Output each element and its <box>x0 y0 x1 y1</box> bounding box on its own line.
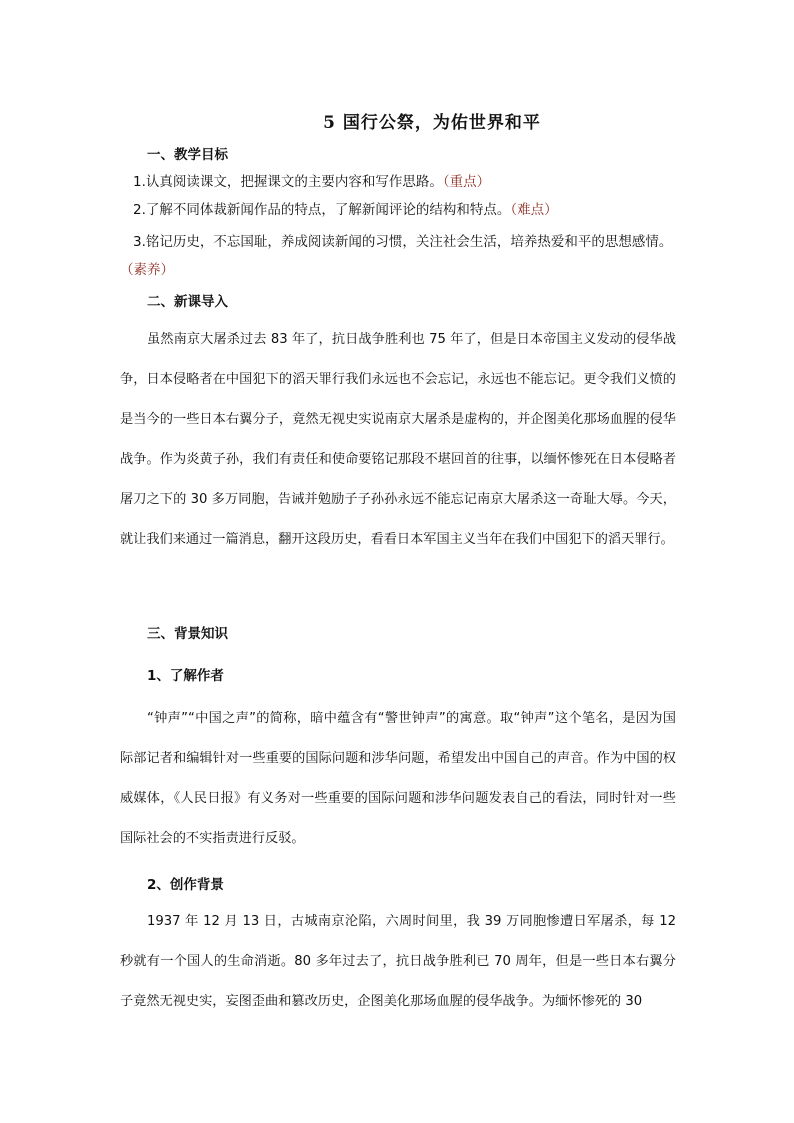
objective-1-text: 1.认真阅读课文，把握课文的主要内容和写作思路。 <box>133 174 443 190</box>
objective-3-tag: （素养） <box>120 262 174 278</box>
section-heading-background: 三、背景知识 <box>147 626 228 642</box>
objective-2-tag: （难点） <box>510 202 558 218</box>
objective-2 <box>133 198 558 218</box>
author-paragraph: “钟声”“中国之声”的简称，暗中蕴含有“警世钟声”的寓意。取“钟声”这个笔名，是因为国际部记者和编辑针对一些重要的国际问题和涉华问题，希望发出中国自己的声音。作为中国的权威媒体，《人民日报》有义务对一些重要的国际问题和涉华问题发表自己的看法，同时针对一些国际社会的不实指责进行反驳。 <box>120 711 676 846</box>
objective-1 <box>133 170 490 190</box>
section-heading-intro: 二、新课导入 <box>147 294 228 310</box>
subheading-author: 1、了解作者 <box>147 668 224 684</box>
creation-background-paragraph: 1937 年 12 月 13 日，古城南京沦陷，六周时间里，我 39 万同胞惨遭日军屠杀，每 12 秒就有一个国人的生命消逝。80 多年过去了，抗日战争胜利已 70 周年，但是一些日本右翼分子竟然无视史实，妄图歪曲和篡改历史，企图美化那场血腥的侵华战争。为缅怀惨死的 30 <box>120 914 676 1009</box>
objective-3 <box>120 228 678 284</box>
objective-2-text: 2.了解不同体裁新闻作品的特点，了解新闻评论的结构和特点。 <box>133 202 511 218</box>
objective-3-text: 3.铭记历史，不忘国耻，养成阅读新闻的习惯，关注社会生活，培养热爱和平的思想感情。 <box>133 234 673 250</box>
intro-paragraph: 虽然南京大屠杀过去 83 年了，抗日战争胜利也 75 年了，但是日本帝国主义发动的侵华战争，日本侵略者在中国犯下的滔天罪行我们永远也不会忘记，永远也不能忘记。更令我们义愤的是当今的一些日本右翼分子，竟然无视史实说南京大屠杀是虚构的，并企图美化那场血腥的侵华战争。作为炎黄子孙，我们有责任和使命要铭记那段不堪回首的往事，以缅怀惨死在日本侵略者屠刀之下的 30 多万同胞，告诫并勉励子子孙孙永远不能忘记南京大屠杀这一奇耻大辱。今天，就让我们来通过一篇消息，翻开这段历史，看看日本军国主义当年在我们中国犯下的滔天罪行。 <box>120 332 676 547</box>
page-title: 5 国行公祭，为佑世界和平 <box>323 113 541 133</box>
subheading-creation-background: 2、创作背景 <box>147 877 224 893</box>
section-heading-objectives: 一、教学目标 <box>147 147 228 163</box>
objective-1-tag: （重点） <box>442 174 491 190</box>
